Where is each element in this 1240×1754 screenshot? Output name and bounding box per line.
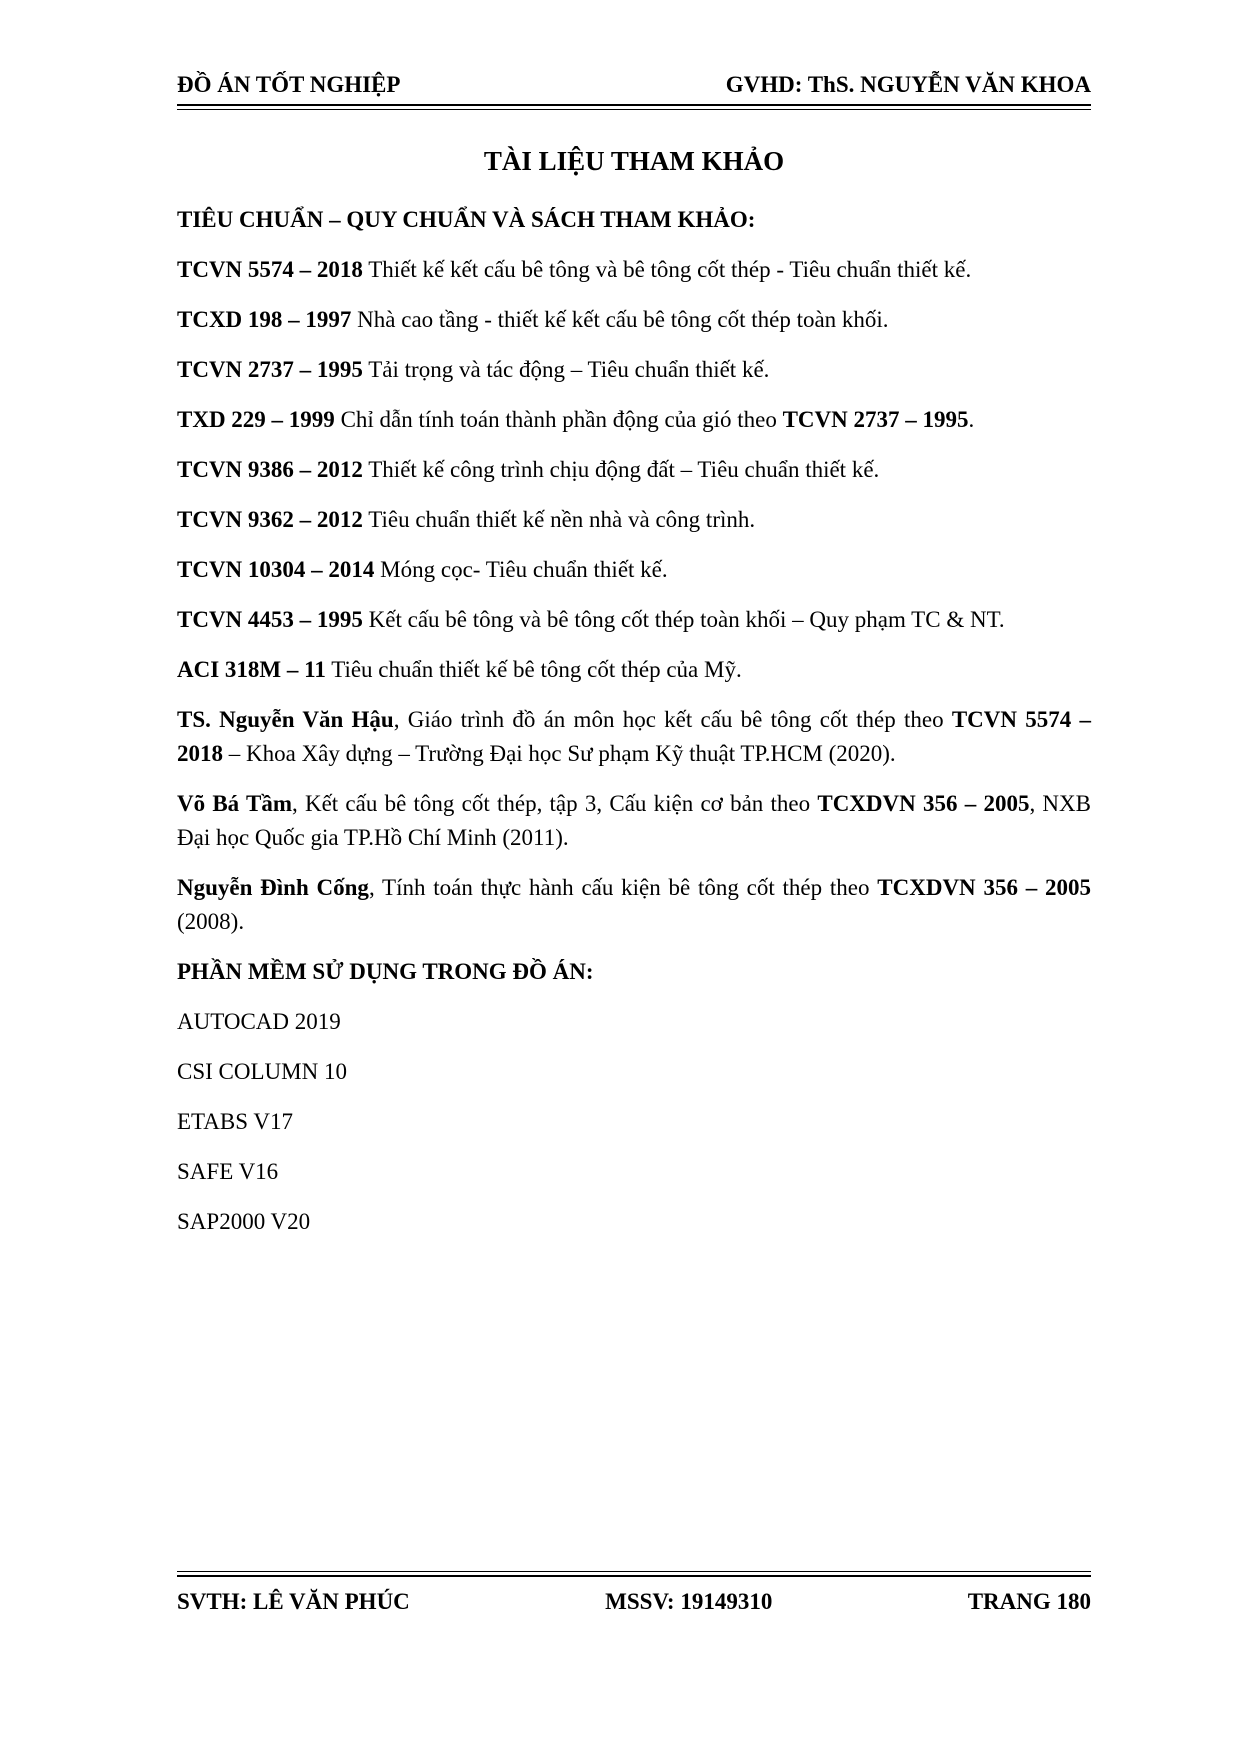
reference-text: , Kết cấu bê tông cốt thép, tập 3, Cấu kiện cơ bản theo bbox=[292, 791, 818, 816]
header-rule-thick bbox=[177, 104, 1091, 106]
reference-item bbox=[177, 553, 1091, 587]
footer-rule-thin bbox=[177, 1571, 1091, 1572]
reference-text: Kết cấu bê tông và bê tông cốt thép toàn khối – Quy phạm TC & NT. bbox=[362, 607, 1005, 632]
reference-bold-text: TCVN 5574 – 2018 bbox=[177, 257, 363, 282]
reference-bold-text: Võ Bá Tầm bbox=[177, 791, 292, 816]
header-rule-thin bbox=[177, 109, 1091, 110]
reference-list bbox=[177, 253, 1091, 939]
reference-bold-text: TS. Nguyễn Văn Hậu bbox=[177, 707, 394, 732]
header-right: GVHD: ThS. NGUYỄN VĂN KHOA bbox=[725, 72, 1091, 97]
reference-item bbox=[177, 653, 1091, 687]
software-item: SAP2000 V20 bbox=[177, 1209, 311, 1234]
footer-page-number: TRANG 180 bbox=[967, 1589, 1091, 1614]
reference-bold-text: TCXD 198 – 1997 bbox=[177, 307, 352, 332]
reference-bold-text: TCXDVN 356 – 2005 bbox=[817, 791, 1030, 816]
reference-bold-text: TCVN 9362 – 2012 bbox=[177, 507, 363, 532]
reference-item bbox=[177, 403, 1091, 437]
reference-bold-text: TCVN 2737 – 1995 bbox=[177, 357, 363, 382]
section-heading-references: TIÊU CHUẨN – QUY CHUẨN VÀ SÁCH THAM KHẢO: bbox=[177, 207, 756, 232]
reference-text: , Tính toán thực hành cấu kiện bê tông cốt thép theo bbox=[368, 875, 878, 900]
reference-text: Móng cọc- Tiêu chuẩn thiết kế. bbox=[374, 557, 668, 582]
header-left: ĐỒ ÁN TỐT NGHIỆP bbox=[177, 72, 401, 97]
software-item: SAFE V16 bbox=[177, 1159, 279, 1184]
reference-text: Chỉ dẫn tính toán thành phần động của gió theo bbox=[334, 407, 783, 432]
reference-text: , NXB Đại học Quốc gia TP.Hồ Chí Minh (2011). bbox=[177, 791, 1091, 850]
reference-item bbox=[177, 503, 1091, 537]
reference-bold-text: Nguyễn Đình Cống bbox=[177, 875, 369, 900]
software-item: CSI COLUMN 10 bbox=[177, 1059, 347, 1084]
section-heading-software: PHẦN MỀM SỬ DỤNG TRONG ĐỒ ÁN: bbox=[177, 959, 594, 984]
reference-text: Tiêu chuẩn thiết kế bê tông cốt thép của Mỹ. bbox=[325, 657, 742, 682]
software-item: ETABS V17 bbox=[177, 1109, 293, 1134]
reference-item bbox=[177, 703, 1091, 771]
reference-item bbox=[177, 353, 1091, 387]
page-title: TÀI LIỆU THAM KHẢO bbox=[483, 146, 785, 176]
software-list bbox=[177, 1005, 1091, 1239]
footer-student-id: MSSV: 19149310 bbox=[605, 1589, 773, 1614]
reference-bold-text: TCVN 10304 – 2014 bbox=[177, 557, 375, 582]
document-body bbox=[177, 203, 1091, 1255]
reference-bold-text: TCVN 2737 – 1995 bbox=[782, 407, 969, 432]
footer-rule-thick bbox=[177, 1575, 1091, 1577]
reference-item bbox=[177, 253, 1091, 287]
page-footer bbox=[177, 1589, 1091, 1615]
reference-bold-text: TCVN 5574 – 2018 bbox=[177, 707, 1091, 766]
reference-bold-text: TCVN 4453 – 1995 bbox=[177, 607, 363, 632]
software-item: AUTOCAD 2019 bbox=[177, 1009, 341, 1034]
reference-item bbox=[177, 303, 1091, 337]
reference-text: . bbox=[968, 407, 975, 432]
page-header bbox=[177, 72, 1091, 98]
reference-bold-text: ACI 318M – 11 bbox=[177, 657, 326, 682]
reference-text: – Khoa Xây dựng – Trường Đại học Sư phạm Kỹ thuật TP.HCM (2020). bbox=[223, 741, 896, 766]
reference-item bbox=[177, 787, 1091, 855]
reference-item bbox=[177, 453, 1091, 487]
reference-text: Tiêu chuẩn thiết kế nền nhà và công trình. bbox=[362, 507, 756, 532]
reference-text: , Giáo trình đồ án môn học kết cấu bê tông cốt thép theo bbox=[393, 707, 952, 732]
reference-text: Thiết kế công trình chịu động đất – Tiêu chuẩn thiết kế. bbox=[362, 457, 880, 482]
reference-bold-text: TCVN 9386 – 2012 bbox=[177, 457, 363, 482]
reference-bold-text: TCXDVN 356 – 2005 bbox=[877, 875, 1091, 900]
reference-text: (2008). bbox=[177, 909, 245, 934]
footer-student: SVTH: LÊ VĂN PHÚC bbox=[177, 1589, 410, 1614]
reference-item bbox=[177, 871, 1091, 939]
reference-text: Nhà cao tầng - thiết kế kết cấu bê tông cốt thép toàn khối. bbox=[351, 307, 889, 332]
reference-text: Thiết kế kết cấu bê tông và bê tông cốt thép - Tiêu chuẩn thiết kế. bbox=[362, 257, 972, 282]
reference-bold-text: TXD 229 – 1999 bbox=[177, 407, 335, 432]
reference-text: Tải trọng và tác động – Tiêu chuẩn thiết kế. bbox=[362, 357, 770, 382]
reference-item bbox=[177, 603, 1091, 637]
